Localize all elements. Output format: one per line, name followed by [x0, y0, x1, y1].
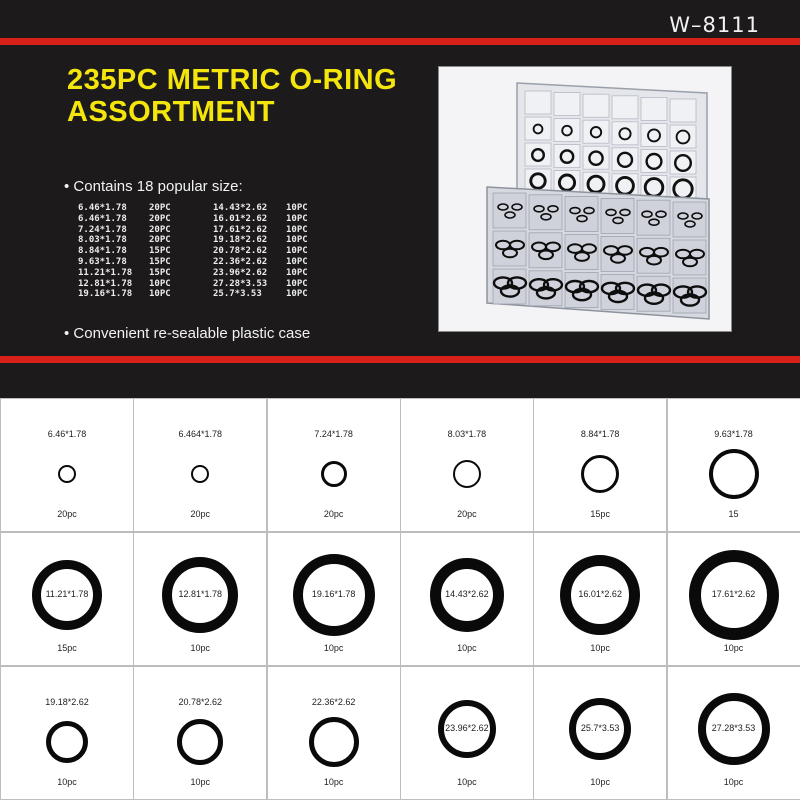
size-list-left-sizes — [78, 203, 132, 300]
o-ring-quantity: 10pc — [590, 777, 610, 787]
size-list-left-size: 6.46*1.78 — [78, 213, 127, 224]
o-ring-cell — [400, 666, 534, 800]
size-list-left-size: 11.21*1.78 — [78, 267, 133, 278]
size-list-left-qty: 10PC — [149, 289, 171, 300]
o-ring-size-label: 6.46*1.78 — [47, 429, 87, 439]
o-ring-quantity: 10pc — [723, 643, 744, 653]
o-ring-quantity: 10pc — [457, 777, 477, 787]
size-list-right-size: 27.28*3.53 — [213, 278, 268, 289]
o-ring-size-label: 19.16*1.78 — [311, 589, 356, 599]
o-ring-quantity: 15pc — [590, 509, 610, 519]
o-ring-size-label: 14.43*2.62 — [445, 589, 489, 599]
o-ring-cell — [533, 666, 667, 800]
red-divider-top — [0, 38, 800, 45]
o-ring-icon — [46, 721, 88, 763]
o-ring-size-label: 9.63*1.78 — [714, 429, 753, 439]
size-list-left-size: 19.16*1.78 — [78, 289, 133, 300]
model-code: W–8111 — [669, 13, 760, 37]
red-divider-bottom — [0, 356, 800, 363]
o-ring-cell — [667, 666, 800, 800]
o-ring-size-label: 17.61*2.62 — [711, 589, 756, 599]
size-list-left-qty: 15PC — [149, 267, 171, 278]
size-list-left-size: 12.81*1.78 — [78, 278, 133, 289]
size-list-right-size: 25.7*3.53 — [213, 289, 262, 300]
o-ring-cell — [400, 532, 534, 666]
size-list-right-qty: 10PC — [286, 256, 308, 267]
size-list-left-size: 7.24*1.78 — [78, 224, 127, 235]
o-ring-size-label: 11.21*1.78 — [45, 589, 89, 599]
o-ring-cell — [400, 398, 534, 532]
o-ring-icon — [709, 449, 759, 499]
size-list-right-qty: 10PC — [286, 213, 308, 224]
size-list-right-qty: 10PC — [286, 246, 308, 257]
size-list-left-size: 8.03*1.78 — [78, 235, 127, 246]
o-ring-size-label: 25.7*3.53 — [580, 723, 620, 733]
o-ring-cell — [133, 532, 267, 666]
o-ring-cell — [0, 398, 134, 532]
o-ring-cell — [0, 532, 134, 666]
storage-case-illustration — [439, 67, 731, 331]
o-ring-size-label: 16.01*2.62 — [578, 589, 622, 599]
o-ring-size-label: 20.78*2.62 — [178, 697, 223, 707]
size-list-left-qty: 20PC — [149, 203, 171, 213]
size-list-left-qty: 15PC — [149, 246, 171, 257]
o-ring-quantity: 20pc — [190, 509, 211, 519]
size-list-right-qty: 10PC — [286, 224, 308, 235]
size-list-left-size: 8.84*1.78 — [78, 246, 127, 257]
o-ring-size-label: 27.28*3.53 — [711, 723, 756, 733]
product-header-panel — [0, 0, 800, 398]
size-list-right-qty: 10PC — [286, 235, 308, 246]
size-list-right-qty: 10PC — [286, 267, 308, 278]
o-ring-size-label: 12.81*1.78 — [178, 589, 223, 599]
title-line-2: ASSORTMENT — [67, 96, 275, 128]
case-bullet: • Convenient re-sealable plastic case — [64, 325, 310, 342]
o-ring-quantity: 10pc — [190, 777, 211, 787]
size-list-right-size: 20.78*2.62 — [213, 246, 268, 257]
o-ring-quantity: 15 — [728, 509, 739, 519]
size-list-left-qty: 20PC — [149, 235, 171, 246]
o-ring-icon — [581, 455, 619, 493]
o-ring-icon — [58, 465, 76, 483]
product-title — [67, 64, 447, 128]
o-ring-cell — [667, 532, 800, 666]
size-list-left-qty: 20PC — [149, 224, 171, 235]
o-ring-size-label: 23.96*2.62 — [445, 723, 489, 733]
o-ring-icon — [177, 719, 223, 765]
size-list-right-size: 23.96*2.62 — [213, 267, 268, 278]
size-list-left-size: 6.46*1.78 — [78, 203, 127, 213]
o-ring-size-label: 8.03*1.78 — [447, 429, 487, 439]
o-ring-quantity: 10pc — [590, 643, 610, 653]
o-ring-cell — [267, 398, 401, 532]
product-case-photo — [438, 66, 732, 332]
size-list-right-size: 22.36*2.62 — [213, 256, 268, 267]
size-list-right-size: 14.43*2.62 — [213, 203, 268, 213]
o-ring-cell — [533, 398, 667, 532]
size-list-right-qty: 10PC — [286, 278, 308, 289]
o-ring-icon — [453, 460, 481, 488]
o-ring-quantity: 10pc — [323, 643, 344, 653]
size-list-right-qty: 10PC — [286, 289, 308, 300]
size-list-right-sizes — [213, 203, 267, 300]
o-ring-cell — [667, 398, 800, 532]
o-ring-icon — [309, 717, 359, 767]
o-ring-cell — [0, 666, 134, 800]
size-list-left-qty: 10PC — [149, 278, 171, 289]
size-list-left-size: 9.63*1.78 — [78, 256, 127, 267]
o-ring-quantity: 15pc — [57, 643, 77, 653]
o-ring-size-grid — [0, 398, 800, 800]
o-ring-cell — [133, 666, 267, 800]
o-ring-size-label: 8.84*1.78 — [580, 429, 620, 439]
o-ring-size-label: 22.36*2.62 — [311, 697, 356, 707]
size-list-left-qty: 15PC — [149, 256, 171, 267]
o-ring-quantity: 10pc — [57, 777, 77, 787]
size-list-left-qty: 20PC — [149, 213, 171, 224]
size-list-right-qty — [286, 203, 308, 300]
size-list-left-qty — [149, 203, 171, 300]
o-ring-quantity: 10pc — [457, 643, 477, 653]
o-ring-quantity: 20pc — [457, 509, 477, 519]
o-ring-icon — [191, 465, 209, 483]
o-ring-quantity: 20pc — [57, 509, 77, 519]
size-list-right-qty: 10PC — [286, 203, 308, 213]
o-ring-quantity: 10pc — [323, 777, 344, 787]
o-ring-cell — [533, 532, 667, 666]
title-line-1: 235PC METRIC O-RING — [67, 64, 398, 96]
o-ring-cell — [133, 398, 267, 532]
o-ring-size-label: 6.464*1.78 — [178, 429, 223, 439]
o-ring-quantity: 10pc — [190, 643, 211, 653]
o-ring-quantity: 20pc — [323, 509, 344, 519]
size-list-right-size: 17.61*2.62 — [213, 224, 268, 235]
size-list-right-size: 19.18*2.62 — [213, 235, 268, 246]
o-ring-cell — [267, 666, 401, 800]
o-ring-size-label: 7.24*1.78 — [314, 429, 353, 439]
contents-bullet: • Contains 18 popular size: — [64, 178, 243, 195]
o-ring-cell — [267, 532, 401, 666]
o-ring-size-label: 19.18*2.62 — [45, 697, 89, 707]
o-ring-icon — [321, 461, 347, 487]
size-list-right-size: 16.01*2.62 — [213, 213, 268, 224]
o-ring-quantity: 10pc — [723, 777, 744, 787]
